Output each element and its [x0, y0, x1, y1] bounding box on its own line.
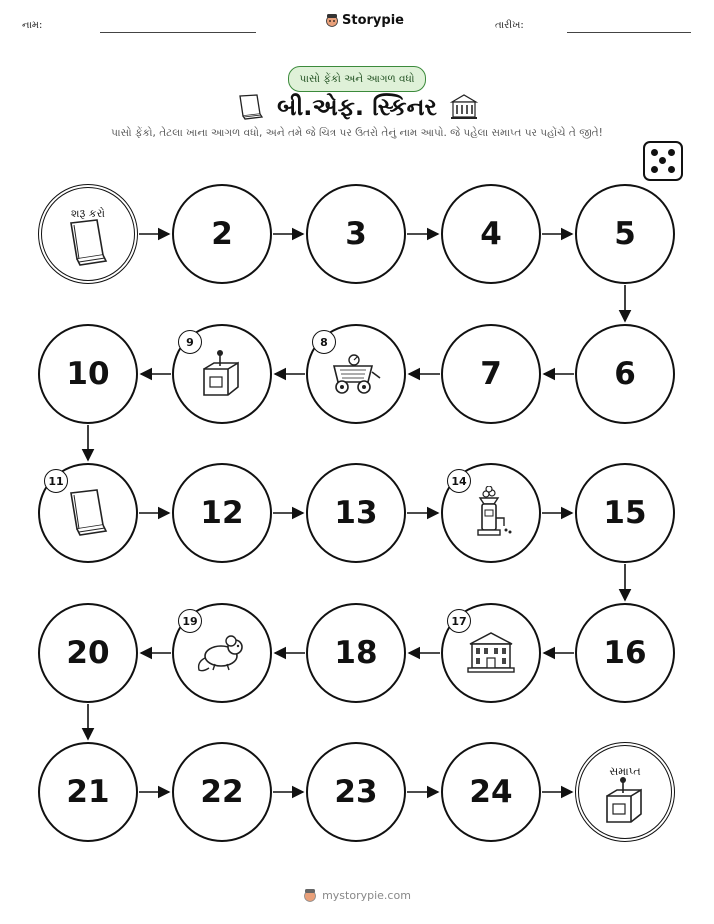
space-number-badge: 14 [447, 469, 471, 493]
footer [0, 888, 714, 903]
book-icon [65, 487, 111, 539]
board-space-7[interactable] [441, 324, 541, 424]
board-space-22[interactable] [172, 742, 272, 842]
board-space-6[interactable] [575, 324, 675, 424]
board-space-10[interactable] [38, 324, 138, 424]
space-number: 4 [480, 216, 502, 252]
space-number-badge: 9 [178, 330, 202, 354]
board-space-21[interactable] [38, 742, 138, 842]
board-space-4[interactable] [441, 184, 541, 284]
board-space-17[interactable] [441, 603, 541, 703]
space-number: 12 [200, 495, 244, 531]
board-space-16[interactable] [575, 603, 675, 703]
game-badge: પાસો ફેંકો અને આગળ વધો [288, 66, 426, 92]
space-number-badge: 8 [312, 330, 336, 354]
board-space-8[interactable] [306, 324, 406, 424]
start-label: શરૂ કરો [70, 207, 106, 220]
board-space-18[interactable] [306, 603, 406, 703]
space-number: 24 [469, 774, 513, 810]
date-label: તારીખ: [495, 20, 524, 31]
board-space-19[interactable] [172, 603, 272, 703]
board-space-14[interactable] [441, 463, 541, 563]
name-label: નામ: [22, 20, 43, 31]
space-number: 23 [334, 774, 378, 810]
space-number: 7 [480, 356, 502, 392]
board-space-13[interactable] [306, 463, 406, 563]
space-number: 16 [603, 635, 647, 671]
space-number-badge: 17 [447, 609, 471, 633]
space-number: 3 [345, 216, 367, 252]
space-number: 15 [603, 495, 647, 531]
brand-name: Storypie [342, 13, 404, 28]
board-space-23[interactable] [306, 742, 406, 842]
page-title: બી.એફ. સ્કિનર [277, 93, 437, 121]
instructions: પાસો ફેંકો, તેટલા ખાના આગળ વધો, અને તમે જે ચિત્ર પર ઉતરો તેનું નામ આપો. જે પહેલા સમાપ્ત પર પહોંચે તે જીતે! [111, 127, 603, 139]
space-number-badge: 11 [44, 469, 68, 493]
board-space-5[interactable] [575, 184, 675, 284]
board-space-24[interactable] [441, 742, 541, 842]
board-space-9[interactable] [172, 324, 272, 424]
space-number-badge: 19 [178, 609, 202, 633]
space-number: 10 [66, 356, 110, 392]
board-space-12[interactable] [172, 463, 272, 563]
space-number: 5 [614, 216, 636, 252]
board-space-3[interactable] [306, 184, 406, 284]
board-space-15[interactable] [575, 463, 675, 563]
footer-url[interactable]: mystorypie.com [322, 889, 411, 902]
space-number: 6 [614, 356, 636, 392]
space-number: 18 [334, 635, 378, 671]
skinner-box-icon [198, 349, 246, 399]
university-building-icon [466, 630, 516, 676]
space-number: 20 [66, 635, 110, 671]
finish-label: સમાપ્ત [609, 765, 641, 778]
skinner-box-icon [601, 776, 649, 826]
space-number: 13 [334, 495, 378, 531]
rat-icon [195, 632, 249, 674]
finish-space[interactable] [575, 742, 675, 842]
book-icon [65, 217, 111, 269]
start-space[interactable] [38, 184, 138, 284]
board-space-2[interactable] [172, 184, 272, 284]
storypie-mascot-icon [303, 888, 317, 903]
feeder-machine-icon [468, 486, 514, 540]
board-space-20[interactable] [38, 603, 138, 703]
space-number: 21 [66, 774, 110, 810]
wagon-icon [328, 352, 384, 396]
board-space-11[interactable] [38, 463, 138, 563]
space-number: 22 [200, 774, 244, 810]
space-number: 2 [211, 216, 233, 252]
